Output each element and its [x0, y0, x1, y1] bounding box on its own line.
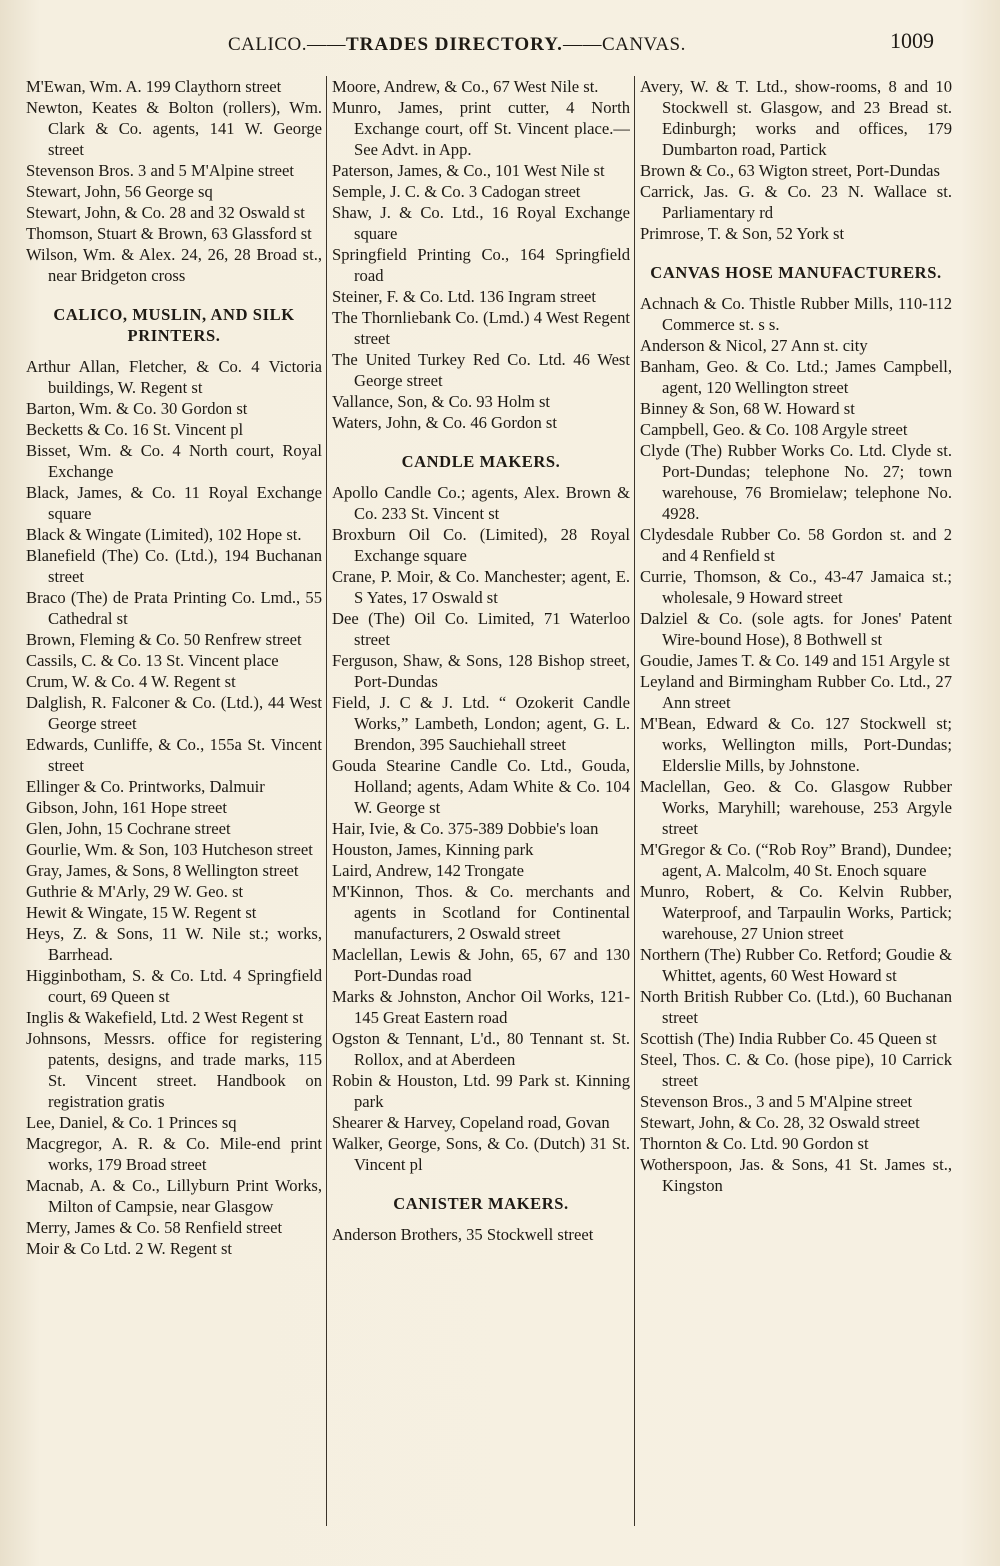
directory-entry: Anderson & Nicol, 27 Ann st. city: [640, 336, 868, 355]
directory-entry: Scottish (The) India Rubber Co. 45 Queen st: [640, 1029, 937, 1048]
column-3: [640, 76, 952, 1536]
directory-entry: Munro, James, print cutter, 4 North Exchange court, off St. Vincent place.—See Advt. in App.: [332, 98, 630, 159]
directory-entry: Moore, Andrew, & Co., 67 West Nile st.: [332, 77, 599, 96]
directory-entry: Goudie, James T. & Co. 149 and 151 Argyle st: [640, 651, 950, 670]
directory-entry: Campbell, Geo. & Co. 108 Argyle street: [640, 420, 908, 439]
header-title: [228, 34, 686, 56]
directory-entry: Munro, Robert, & Co. Kelvin Rubber, Waterproof, and Tarpaulin Works, Partick; warehouse, 27 Union street: [640, 882, 952, 943]
directory-entry: The United Turkey Red Co. Ltd. 46 West George street: [332, 350, 630, 390]
directory-entry: Binney & Son, 68 W. Howard st: [640, 399, 855, 418]
directory-entry: Gray, James, & Sons, 8 Wellington street: [26, 861, 299, 880]
directory-entry: Laird, Andrew, 142 Trongate: [332, 861, 525, 880]
directory-entry: Apollo Candle Co.; agents, Alex. Brown & Co. 233 St. Vincent st: [332, 483, 630, 523]
directory-entry: Thomson, Stuart & Brown, 63 Glassford st: [26, 224, 312, 243]
directory-entry: Clydesdale Rubber Co. 58 Gordon st. and 2 and 4 Renfield st: [640, 525, 952, 565]
directory-entry: Ogston & Tennant, L'd., 80 Tennant st. St. Rollox, and at Aberdeen: [332, 1029, 630, 1069]
directory-entry: Hewit & Wingate, 15 W. Regent st: [26, 903, 257, 922]
directory-entry: Steiner, F. & Co. Ltd. 136 Ingram street: [332, 287, 596, 306]
directory-entry: Avery, W. & T. Ltd., show-rooms, 8 and 10 Stockwell st. Glasgow, and 23 Bread st. Edinburgh; works and offices, 179 Dumbarton road, Partick: [640, 77, 952, 159]
directory-entry: Anderson Brothers, 35 Stockwell street: [332, 1225, 594, 1244]
section-heading: CANVAS HOSE MANUFACTURERS.: [650, 263, 942, 282]
directory-entry: Paterson, James, & Co., 101 West Nile st: [332, 161, 605, 180]
directory-entry: Stewart, John, & Co. 28 and 32 Oswald st: [26, 203, 305, 222]
directory-entry: Bisset, Wm. & Co. 4 North court, Royal Exchange: [26, 441, 322, 481]
directory-entry: Maclellan, Lewis & John, 65, 67 and 130 Port-Dundas road: [332, 945, 630, 985]
directory-entry: Merry, James & Co. 58 Renfield street: [26, 1218, 283, 1237]
directory-entry: Inglis & Wakefield, Ltd. 2 West Regent st: [26, 1008, 304, 1027]
directory-entry: Crum, W. & Co. 4 W. Regent st: [26, 672, 236, 691]
directory-entry: Marks & Johnston, Anchor Oil Works, 121-145 Great Eastern road: [332, 987, 630, 1027]
header-dash-left: ——: [306, 34, 346, 55]
section-heading: CANDLE MAKERS.: [401, 452, 561, 471]
directory-entry: Broxburn Oil Co. (Limited), 28 Royal Exchange square: [332, 525, 630, 565]
directory-entry: Dee (The) Oil Co. Limited, 71 Waterloo street: [332, 609, 630, 649]
directory-entry: Cassils, C. & Co. 13 St. Vincent place: [26, 651, 279, 670]
header-left: CALICO.: [228, 34, 307, 55]
directory-entry: Steel, Thos. C. & Co. (hose pipe), 10 Carrick street: [640, 1050, 952, 1090]
directory-entry: Leyland and Birmingham Rubber Co. Ltd., 27 Ann street: [640, 672, 952, 712]
directory-entry: Wotherspoon, Jas. & Sons, 41 St. James st., Kingston: [640, 1155, 952, 1195]
directory-entry: North British Rubber Co. (Ltd.), 60 Buchanan street: [640, 987, 952, 1027]
column-divider: [326, 76, 327, 1526]
directory-entry: Semple, J. C. & Co. 3 Cadogan street: [332, 182, 581, 201]
directory-entry: Stewart, John, 56 George sq: [26, 182, 213, 201]
directory-entry: Ellinger & Co. Printworks, Dalmuir: [26, 777, 265, 796]
column-1: [26, 76, 322, 1536]
directory-entry: Stewart, John, & Co. 28, 32 Oswald street: [640, 1113, 920, 1132]
directory-entry: Hair, Ivie, & Co. 375-389 Dobbie's loan: [332, 819, 599, 838]
directory-entry: Springfield Printing Co., 164 Springfield road: [332, 245, 630, 285]
directory-entry: Dalglish, R. Falconer & Co. (Ltd.), 44 West George street: [26, 693, 322, 733]
header-dash-right: ——: [562, 34, 602, 55]
directory-entry: Clyde (The) Rubber Works Co. Ltd. Clyde st. Port-Dundas; telephone No. 27; town warehouse, 76 Bromielaw; telephone No. 4928.: [640, 441, 952, 523]
directory-entry: Blanefield (The) Co. (Ltd.), 194 Buchanan street: [26, 546, 322, 586]
directory-entry: Moir & Co Ltd. 2 W. Regent st: [26, 1239, 233, 1258]
directory-entry: Heys, Z. & Sons, 11 W. Nile st.; works, Barrhead.: [26, 924, 322, 964]
directory-entry: Braco (The) de Prata Printing Co. Lmd., 55 Cathedral st: [26, 588, 322, 628]
directory-entry: Northern (The) Rubber Co. Retford; Goudie & Whittet, agents, 60 West Howard st: [640, 945, 952, 985]
directory-entry: Barton, Wm. & Co. 30 Gordon st: [26, 399, 248, 418]
directory-entry: Newton, Keates & Bolton (rollers), Wm. Clark & Co. agents, 141 W. George street: [26, 98, 322, 159]
directory-entry: Walker, George, Sons, & Co. (Dutch) 31 St. Vincent pl: [332, 1134, 630, 1174]
directory-entry: Gibson, John, 161 Hope street: [26, 798, 227, 817]
directory-entry: Banham, Geo. & Co. Ltd.; James Campbell, agent, 120 Wellington street: [640, 357, 952, 397]
directory-entry: Robin & Houston, Ltd. 99 Park st. Kinning park: [332, 1071, 630, 1111]
directory-entry: Shaw, J. & Co. Ltd., 16 Royal Exchange square: [332, 203, 630, 243]
directory-entry: Lee, Daniel, & Co. 1 Princes sq: [26, 1113, 237, 1132]
directory-entry: Macgregor, A. R. & Co. Mile-end print works, 179 Broad street: [26, 1134, 322, 1174]
directory-entry: Becketts & Co. 16 St. Vincent pl: [26, 420, 244, 439]
directory-entry: Johnsons, Messrs. office for registering patents, designs, and trade marks, 115 St. Vincent street. Handbook on registration gratis: [26, 1029, 322, 1111]
directory-columns: [22, 76, 952, 1536]
header-right: CANVAS.: [601, 34, 686, 55]
directory-entry: Dalziel & Co. (sole agts. for Jones' Patent Wire-bound Hose), 8 Bothwell st: [640, 609, 952, 649]
directory-entry: The Thornliebank Co. (Lmd.) 4 West Regent street: [332, 308, 630, 348]
directory-entry: Black, James, & Co. 11 Royal Exchange square: [26, 483, 322, 523]
directory-entry: M'Gregor & Co. (“Rob Roy” Brand), Dundee; agent, A. Malcolm, 40 St. Enoch square: [640, 840, 952, 880]
directory-entry: Vallance, Son, & Co. 93 Holm st: [332, 392, 551, 411]
directory-entry: Crane, P. Moir, & Co. Manchester; agent, E. S Yates, 17 Oswald st: [332, 567, 630, 607]
directory-entry: Field, J. C & J. Ltd. “ Ozokerit Candle Works,” Lambeth, London; agent, G. L. Brendon, 395 Sauchiehall street: [332, 693, 630, 754]
directory-entry: Maclellan, Geo. & Co. Glasgow Rubber Works, Maryhill; warehouse, 253 Argyle street: [640, 777, 952, 838]
directory-entry: Primrose, T. & Son, 52 York st: [640, 224, 845, 243]
directory-entry: Thornton & Co. Ltd. 90 Gordon st: [640, 1134, 869, 1153]
directory-entry: Achnach & Co. Thistle Rubber Mills, 110-112 Commerce st. s s.: [640, 294, 952, 334]
directory-entry: Waters, John, & Co. 46 Gordon st: [332, 413, 557, 432]
running-header: [0, 28, 1000, 62]
directory-entry: Gouda Stearine Candle Co. Ltd., Gouda, Holland; agents, Adam White & Co. 104 W. George st: [332, 756, 630, 817]
directory-entry: M'Ewan, Wm. A. 199 Claythorn street: [26, 77, 282, 96]
directory-entry: M'Kinnon, Thos. & Co. merchants and agents in Scotland for Continental manufacturers, 2 Oswald street: [332, 882, 630, 943]
directory-entry: Arthur Allan, Fletcher, & Co. 4 Victoria buildings, W. Regent st: [26, 357, 322, 397]
directory-entry: Brown, Fleming & Co. 50 Renfrew street: [26, 630, 302, 649]
directory-entry: Carrick, Jas. G. & Co. 23 N. Wallace st. Parliamentary rd: [640, 182, 952, 222]
directory-entry: Guthrie & M'Arly, 29 W. Geo. st: [26, 882, 244, 901]
directory-entry: Stevenson Bros., 3 and 5 M'Alpine street: [640, 1092, 913, 1111]
section-heading: CANISTER MAKERS.: [393, 1194, 569, 1213]
column-2: [332, 76, 630, 1536]
directory-entry: Houston, James, Kinning park: [332, 840, 534, 859]
directory-entry: Glen, John, 15 Cochrane street: [26, 819, 231, 838]
directory-entry: Shearer & Harvey, Copeland road, Govan: [332, 1113, 610, 1132]
directory-entry: Macnab, A. & Co., Lillyburn Print Works, Milton of Campsie, near Glasgow: [26, 1176, 322, 1216]
directory-entry: Black & Wingate (Limited), 102 Hope st.: [26, 525, 302, 544]
directory-entry: M'Bean, Edward & Co. 127 Stockwell st; works, Wellington mills, Port-Dundas; Elderslie Mills, by Johnstone.: [640, 714, 952, 775]
directory-entry: Currie, Thomson, & Co., 43-47 Jamaica st.; wholesale, 9 Howard street: [640, 567, 952, 607]
directory-entry: Brown & Co., 63 Wigton street, Port-Dundas: [640, 161, 940, 180]
directory-entry: Ferguson, Shaw, & Sons, 128 Bishop street, Port-Dundas: [332, 651, 630, 691]
section-heading: CALICO, MUSLIN, AND SILK PRINTERS.: [53, 305, 295, 345]
directory-entry: Wilson, Wm. & Alex. 24, 26, 28 Broad st., near Bridgeton cross: [26, 245, 322, 285]
page-number: 1009: [890, 28, 934, 53]
directory-entry: Gourlie, Wm. & Son, 103 Hutcheson street: [26, 840, 313, 859]
directory-entry: Stevenson Bros. 3 and 5 M'Alpine street: [26, 161, 294, 180]
column-divider: [634, 76, 635, 1526]
header-center: TRADES DIRECTORY.: [345, 34, 563, 55]
directory-entry: Higginbotham, S. & Co. Ltd. 4 Springfield court, 69 Queen st: [26, 966, 322, 1006]
directory-entry: Edwards, Cunliffe, & Co., 155a St. Vincent street: [26, 735, 322, 775]
